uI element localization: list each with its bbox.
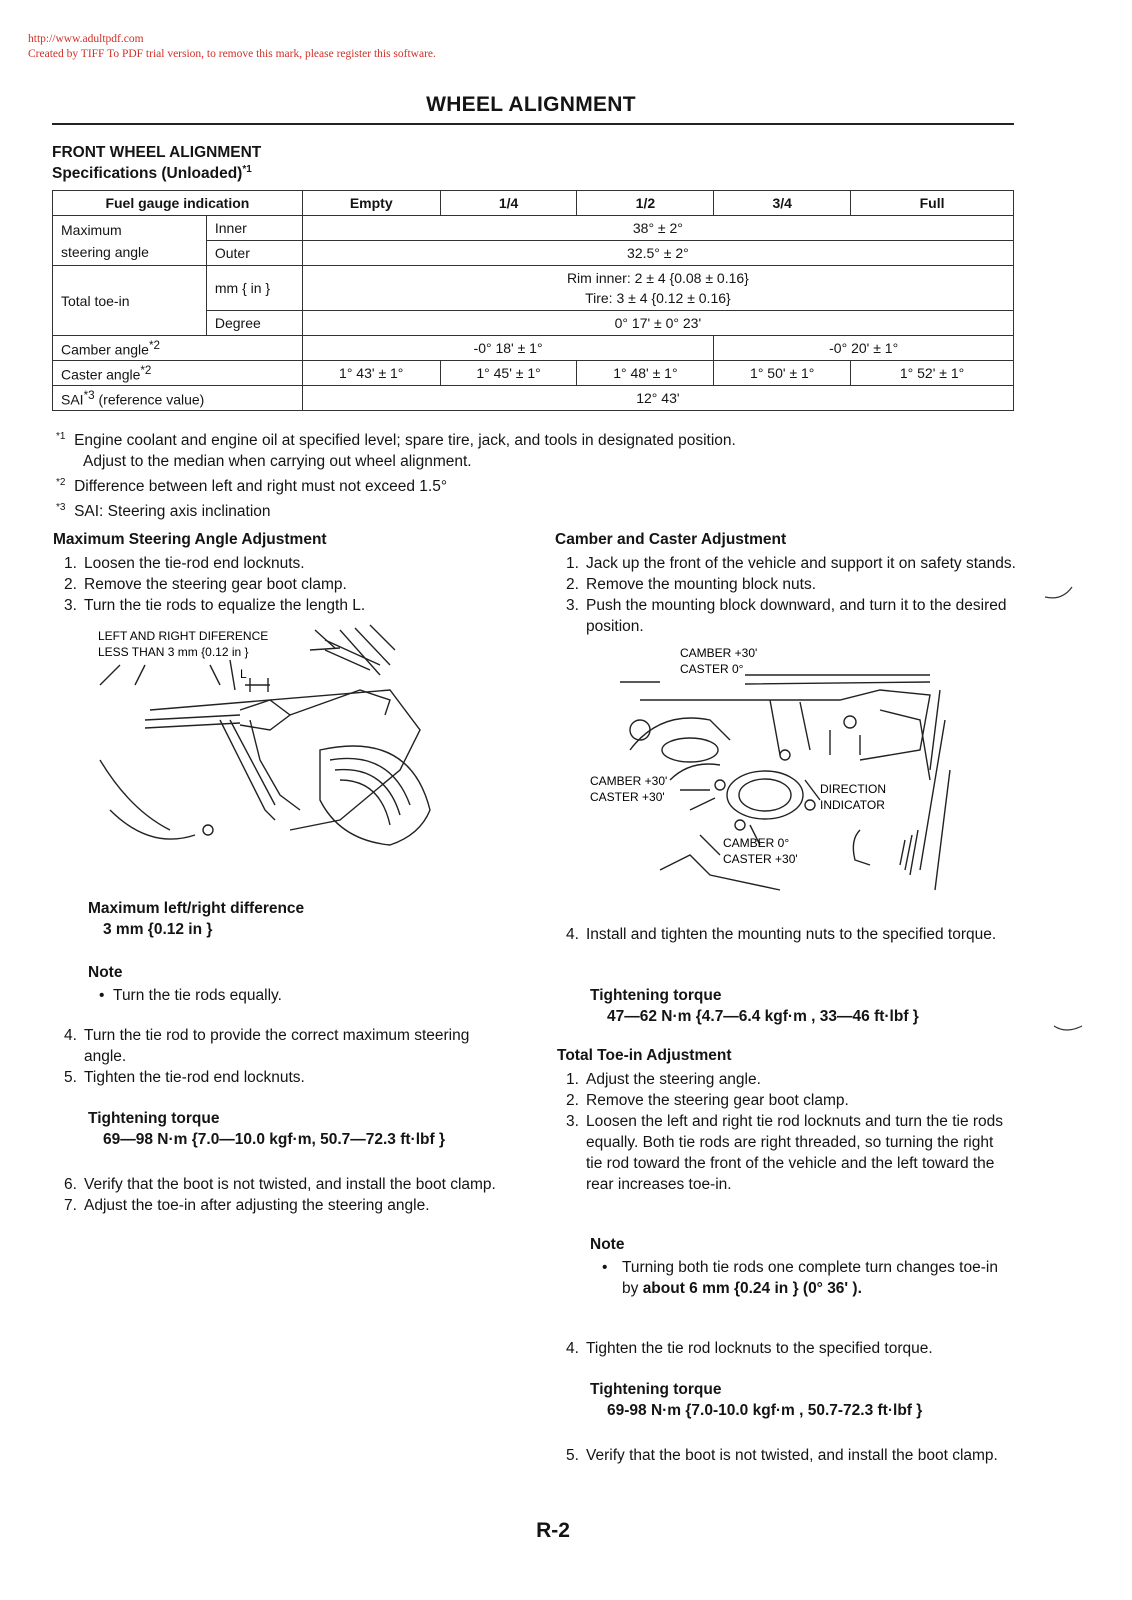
sai-label	[53, 386, 303, 411]
list-item	[64, 553, 504, 574]
step-number: 3.	[566, 597, 579, 614]
toe-section-title: Total Toe-in Adjustment	[557, 1047, 732, 1064]
step-text: Push the mounting block downward, and turn it to the desired position.	[586, 597, 1007, 635]
step-number: 3.	[566, 1113, 579, 1130]
step-text: Verify that the boot is not twisted, and install the boot clamp.	[84, 1176, 496, 1193]
step-text: Remove the steering gear boot clamp.	[586, 1092, 849, 1109]
footnote-1-line2: Adjust to the median when carrying out wheel alignment.	[83, 453, 472, 471]
step-number: 3.	[64, 597, 77, 614]
figure-label-caster-1: CASTER 0°	[680, 662, 744, 676]
step-text: Install and tighten the mounting nuts to the specified torque.	[586, 926, 997, 943]
step-number: 1.	[64, 555, 77, 572]
figure-label-caster-2: CASTER +30'	[590, 790, 665, 804]
footnote-1	[56, 426, 736, 451]
figure-label-direction: DIRECTION	[820, 782, 886, 796]
camber-value-1: -0° 18' ± 1°	[302, 336, 714, 361]
right-note-title: Note	[590, 1236, 625, 1253]
inner-value: 38° ± 2°	[302, 216, 1013, 241]
watermark-url[interactable]: http://www.adultpdf.com	[28, 33, 144, 45]
list-item	[566, 1090, 1006, 1111]
camber-label-text: Camber angle	[61, 341, 149, 358]
section-title: FRONT WHEEL ALIGNMENT	[52, 144, 262, 161]
toe-tire-value: Tire: 3 ± 4 {0.12 ± 0.16}	[585, 290, 731, 306]
figure-label-indicator: INDICATOR	[820, 798, 885, 812]
list-item	[566, 1445, 1006, 1466]
footnote-3-text: SAI: Steering axis inclination	[74, 503, 271, 521]
right-note-bold: about 6 mm {0.24 in } (0° 36' ).	[642, 1280, 862, 1297]
step-number: 1.	[566, 1071, 579, 1088]
inner-label: Inner	[206, 216, 302, 241]
toe-deg-value: 0° 17' ± 0° 23'	[302, 311, 1013, 336]
right-steps-a	[566, 553, 1016, 637]
step-text: Turn the tie rod to provide the correct maximum steering angle.	[84, 1027, 470, 1065]
table-row	[53, 191, 1014, 216]
header-half: 1/2	[577, 191, 714, 216]
step-number: 4.	[566, 1340, 579, 1357]
left-section-title: Maximum Steering Angle Adjustment	[53, 531, 327, 548]
step-number: 2.	[64, 576, 77, 593]
step-text: Adjust the steering angle.	[586, 1071, 761, 1088]
step-number: 2.	[566, 576, 579, 593]
footnote-3	[56, 497, 736, 522]
footnote-2	[56, 472, 736, 497]
footnotes	[56, 426, 736, 522]
maxdiff-title: Maximum left/right difference	[88, 900, 305, 917]
right-step-5	[566, 1445, 1006, 1466]
list-item	[566, 1111, 1006, 1195]
table-row	[53, 216, 1014, 241]
step-text: Remove the steering gear boot clamp.	[84, 576, 347, 593]
step-text: Loosen the tie-rod end locknuts.	[84, 555, 305, 572]
header-empty: Empty	[302, 191, 440, 216]
toe-deg-label: Degree	[206, 311, 302, 336]
step-number: 1.	[566, 555, 579, 572]
header-fuel: Fuel gauge indication	[53, 191, 303, 216]
camber-value-2: -0° 20' ± 1°	[714, 336, 1014, 361]
step-text: Turn the tie rods to equalize the length L.	[84, 597, 366, 614]
left-note-text: Turn the tie rods equally.	[113, 987, 282, 1004]
toe-rim-value: Rim inner: 2 ± 4 {0.08 ± 0.16}	[566, 270, 749, 286]
left-steps-a	[64, 553, 504, 616]
table-row	[53, 336, 1014, 361]
list-item	[566, 1069, 1006, 1090]
tie-rod-figure	[90, 620, 450, 875]
title-rule	[52, 123, 1014, 125]
footnote-2-mark: *2	[56, 477, 66, 489]
sai-mark: *3	[83, 388, 95, 402]
left-torque-title: Tightening torque	[88, 1110, 220, 1127]
table-row	[53, 361, 1014, 386]
right-torque1-value: 47—62 N·m {4.7—6.4 kgf·m , 33—46 ft·lbf }	[607, 1008, 919, 1025]
step-number: 7.	[64, 1197, 77, 1214]
spec-title-text: Specifications (Unloaded)	[52, 165, 243, 183]
step-number: 2.	[566, 1092, 579, 1109]
page-number: R-2	[536, 1519, 570, 1542]
bullet: •	[602, 1259, 608, 1276]
right-note-text: Turning both tie rods one complete turn changes toe-in by	[622, 1259, 998, 1297]
figure-label-camber-3: CAMBER 0°	[723, 836, 790, 850]
list-item	[64, 1174, 514, 1195]
figure-label-caster-3: CASTER +30'	[723, 852, 798, 866]
margin-mark	[1040, 575, 1080, 605]
step-text: Remove the mounting block nuts.	[586, 576, 817, 593]
spec-title-mark: *1	[242, 164, 252, 175]
caster-half: 1° 48' ± 1°	[577, 361, 714, 386]
sai-label-ref: (reference value)	[94, 391, 205, 408]
left-note-title: Note	[88, 964, 123, 981]
outer-label: Outer	[206, 241, 302, 266]
table-row	[53, 266, 1014, 311]
toe-mm-value	[302, 266, 1013, 311]
list-item	[64, 1025, 504, 1067]
toe-mm-label: mm { in }	[206, 266, 302, 311]
list-item	[64, 595, 504, 616]
list-item	[566, 924, 1016, 945]
toe-label: Total toe-in	[53, 266, 207, 336]
caster-three-quarter: 1° 50' ± 1°	[714, 361, 851, 386]
mounting-block-figure	[590, 646, 980, 905]
left-steps-c	[64, 1174, 514, 1216]
left-note-item: • Turn the tie rods equally.	[99, 987, 282, 1004]
spec-table	[52, 190, 1014, 411]
list-item	[566, 595, 1016, 637]
footnote-1-mark: *1	[56, 431, 66, 442]
sai-value: 12° 43'	[302, 386, 1013, 411]
figure-label-camber-2: CAMBER +30'	[590, 774, 668, 788]
caster-full: 1° 52' ± 1°	[851, 361, 1014, 386]
list-item	[64, 1067, 504, 1088]
right-step-4b	[566, 1338, 1016, 1359]
left-steps-b	[64, 1025, 504, 1088]
right-note-item	[600, 1257, 1002, 1299]
list-item	[64, 574, 504, 595]
right-torque2-value: 69-98 N·m {7.0-10.0 kgf·m , 50.7-72.3 ft·lbf }	[607, 1402, 923, 1419]
figure-label-less: LESS THAN 3 mm {0.12 in }	[98, 645, 249, 659]
caster-label-text: Caster angle	[61, 366, 141, 383]
step-text: Loosen the left and right tie rod locknuts and turn the tie rods equally. Both tie rods are right threaded, so turning the right tie rod toward the front of the vehicle and the left toward the rear increases toe-in.	[586, 1113, 1004, 1193]
step-text: Tighten the tie rod locknuts to the specified torque.	[586, 1340, 933, 1357]
spec-title	[52, 164, 252, 183]
caster-mark: *2	[140, 363, 152, 377]
step-text: Verify that the boot is not twisted, and install the boot clamp.	[586, 1447, 998, 1464]
step-text: Tighten the tie-rod end locknuts.	[84, 1069, 305, 1086]
footnote-3-mark: *3	[56, 502, 66, 514]
header-quarter: 1/4	[440, 191, 577, 216]
caster-label	[53, 361, 303, 386]
outer-value: 32.5° ± 2°	[302, 241, 1013, 266]
camber-label	[53, 336, 303, 361]
toe-steps	[566, 1069, 1006, 1195]
step-number: 6.	[64, 1176, 77, 1193]
caster-quarter: 1° 45' ± 1°	[440, 361, 577, 386]
camber-mark: *2	[148, 338, 160, 352]
right-step-4	[566, 924, 1016, 945]
step-number: 5.	[64, 1069, 77, 1086]
page-title: WHEEL ALIGNMENT	[426, 93, 636, 116]
step-number: 5.	[566, 1447, 579, 1464]
table-row	[53, 386, 1014, 411]
sai-label-text: SAI	[61, 391, 84, 408]
right-section-title: Camber and Caster Adjustment	[555, 531, 787, 548]
header-three-quarter: 3/4	[714, 191, 851, 216]
list-item	[64, 1195, 514, 1216]
max-steer-label: Maximum steering angle	[53, 216, 207, 266]
caster-empty: 1° 43' ± 1°	[302, 361, 440, 386]
list-item	[566, 574, 1016, 595]
figure-label-diff: LEFT AND RIGHT DIFERENCE	[98, 629, 269, 643]
footnote-2-text: Difference between left and right must not exceed 1.5°	[74, 478, 448, 496]
step-text: Jack up the front of the vehicle and support it on safety stands.	[586, 555, 1016, 572]
footnote-1-line1: Engine coolant and engine oil at specified level; spare tire, jack, and tools in designated position.	[74, 432, 736, 450]
step-number: 4.	[64, 1027, 77, 1044]
right-torque2-title: Tightening torque	[590, 1381, 722, 1398]
watermark-notice: Created by TIFF To PDF trial version, to remove this mark, please register this software.	[28, 48, 436, 60]
right-torque1-title: Tightening torque	[590, 987, 722, 1004]
figure-label-L: L	[240, 667, 247, 681]
header-full: Full	[851, 191, 1014, 216]
list-item	[566, 553, 1016, 574]
figure-label-camber-1: CAMBER +30'	[680, 646, 758, 660]
margin-mark	[1050, 1020, 1090, 1040]
left-torque-value: 69—98 N·m {7.0—10.0 kgf·m, 50.7—72.3 ft·lbf }	[103, 1131, 445, 1148]
step-text: Adjust the toe-in after adjusting the steering angle.	[84, 1197, 430, 1214]
step-number: 4.	[566, 926, 579, 943]
maxdiff-value: 3 mm {0.12 in }	[103, 921, 213, 938]
list-item	[566, 1338, 1016, 1359]
